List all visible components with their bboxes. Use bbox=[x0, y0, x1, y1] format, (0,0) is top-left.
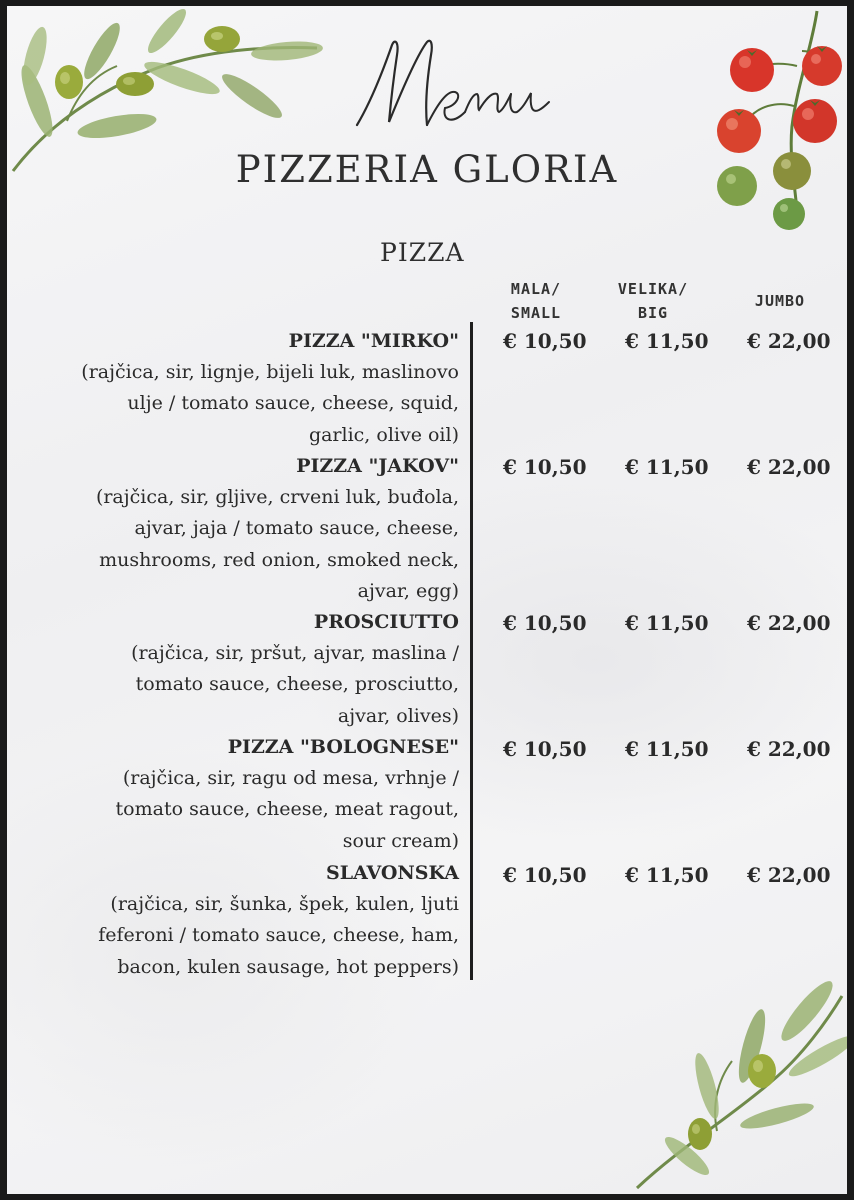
column-header-jumbo bbox=[725, 289, 835, 313]
price-jumbo: € 22,00 bbox=[747, 455, 831, 479]
item-name: PROSCIUTTO bbox=[313, 611, 459, 633]
item-description-line: feferoni / tomato sauce, cheese, ham, bbox=[98, 924, 459, 947]
item-description-line: (rajčica, sir, pršut, ajvar, maslina / bbox=[131, 642, 459, 664]
item-name: SLAVONSKA bbox=[326, 862, 459, 884]
menu-item-mirko bbox=[37, 326, 459, 451]
item-description-line: (rajčica, sir, ragu od mesa, vrhnje / bbox=[122, 767, 459, 789]
item-description-line: tomato sauce, cheese, prosciutto, bbox=[135, 673, 459, 696]
menu-item-prosciutto bbox=[37, 607, 459, 732]
column-header-line: SMALL bbox=[510, 304, 562, 322]
item-description-line: ajvar, egg) bbox=[357, 579, 459, 602]
item-description-line: tomato sauce, cheese, meat ragout, bbox=[115, 798, 459, 821]
price-small: € 10,50 bbox=[503, 329, 587, 353]
price-jumbo: € 22,00 bbox=[747, 863, 831, 887]
price-jumbo: € 22,00 bbox=[747, 329, 831, 353]
price-small: € 10,50 bbox=[503, 455, 587, 479]
item-description-line: (rajčica, sir, šunka, špek, kulen, ljuti bbox=[110, 893, 459, 915]
column-header-line: VELIKA/ bbox=[617, 280, 689, 298]
price-small: € 10,50 bbox=[503, 611, 587, 635]
section-heading: PIZZA bbox=[380, 238, 465, 267]
menu-item-bolognese bbox=[37, 732, 459, 857]
column-header-line: MALA/ bbox=[510, 280, 562, 298]
price-big: € 11,50 bbox=[625, 455, 709, 479]
item-description-line: sour cream) bbox=[342, 829, 459, 852]
item-description-line: (rajčica, sir, lignje, bijeli luk, maslinovo bbox=[81, 361, 459, 383]
item-name: PIZZA "JAKOV" bbox=[296, 455, 459, 477]
item-description-line: mushrooms, red onion, smoked neck, bbox=[99, 548, 459, 571]
item-description-line: ulje / tomato sauce, cheese, squid, bbox=[127, 392, 459, 415]
olive-branch-bottom-right-icon bbox=[622, 976, 847, 1194]
price-big: € 11,50 bbox=[625, 329, 709, 353]
column-divider bbox=[470, 322, 473, 980]
menu-page bbox=[7, 6, 847, 1194]
price-big: € 11,50 bbox=[625, 863, 709, 887]
item-description-line: ajvar, olives) bbox=[337, 704, 459, 727]
item-name: PIZZA "BOLOGNESE" bbox=[227, 736, 459, 758]
price-small: € 10,50 bbox=[503, 737, 587, 761]
item-name: PIZZA "MIRKO" bbox=[288, 330, 459, 352]
cherry-tomato-vine-top-right-icon bbox=[697, 6, 847, 246]
item-description-line: garlic, olive oil) bbox=[308, 423, 459, 446]
price-jumbo: € 22,00 bbox=[747, 737, 831, 761]
column-header-line: JUMBO bbox=[754, 292, 806, 310]
script-menu-title bbox=[347, 30, 557, 140]
item-description-line: ajvar, jaja / tomato sauce, cheese, bbox=[134, 517, 459, 540]
column-header-small bbox=[481, 277, 591, 325]
column-header-line: BIG bbox=[637, 304, 669, 322]
price-big: € 11,50 bbox=[625, 611, 709, 635]
item-description-line: bacon, kulen sausage, hot peppers) bbox=[117, 955, 459, 978]
item-description-line: (rajčica, sir, gljive, crveni luk, buđola, bbox=[95, 486, 459, 508]
column-header-big bbox=[598, 277, 708, 325]
price-jumbo: € 22,00 bbox=[747, 611, 831, 635]
price-big: € 11,50 bbox=[625, 737, 709, 761]
restaurant-name: PIZZERIA GLORIA bbox=[235, 148, 619, 191]
price-small: € 10,50 bbox=[503, 863, 587, 887]
menu-item-slavonska bbox=[37, 858, 459, 983]
menu-item-jakov bbox=[37, 451, 459, 607]
